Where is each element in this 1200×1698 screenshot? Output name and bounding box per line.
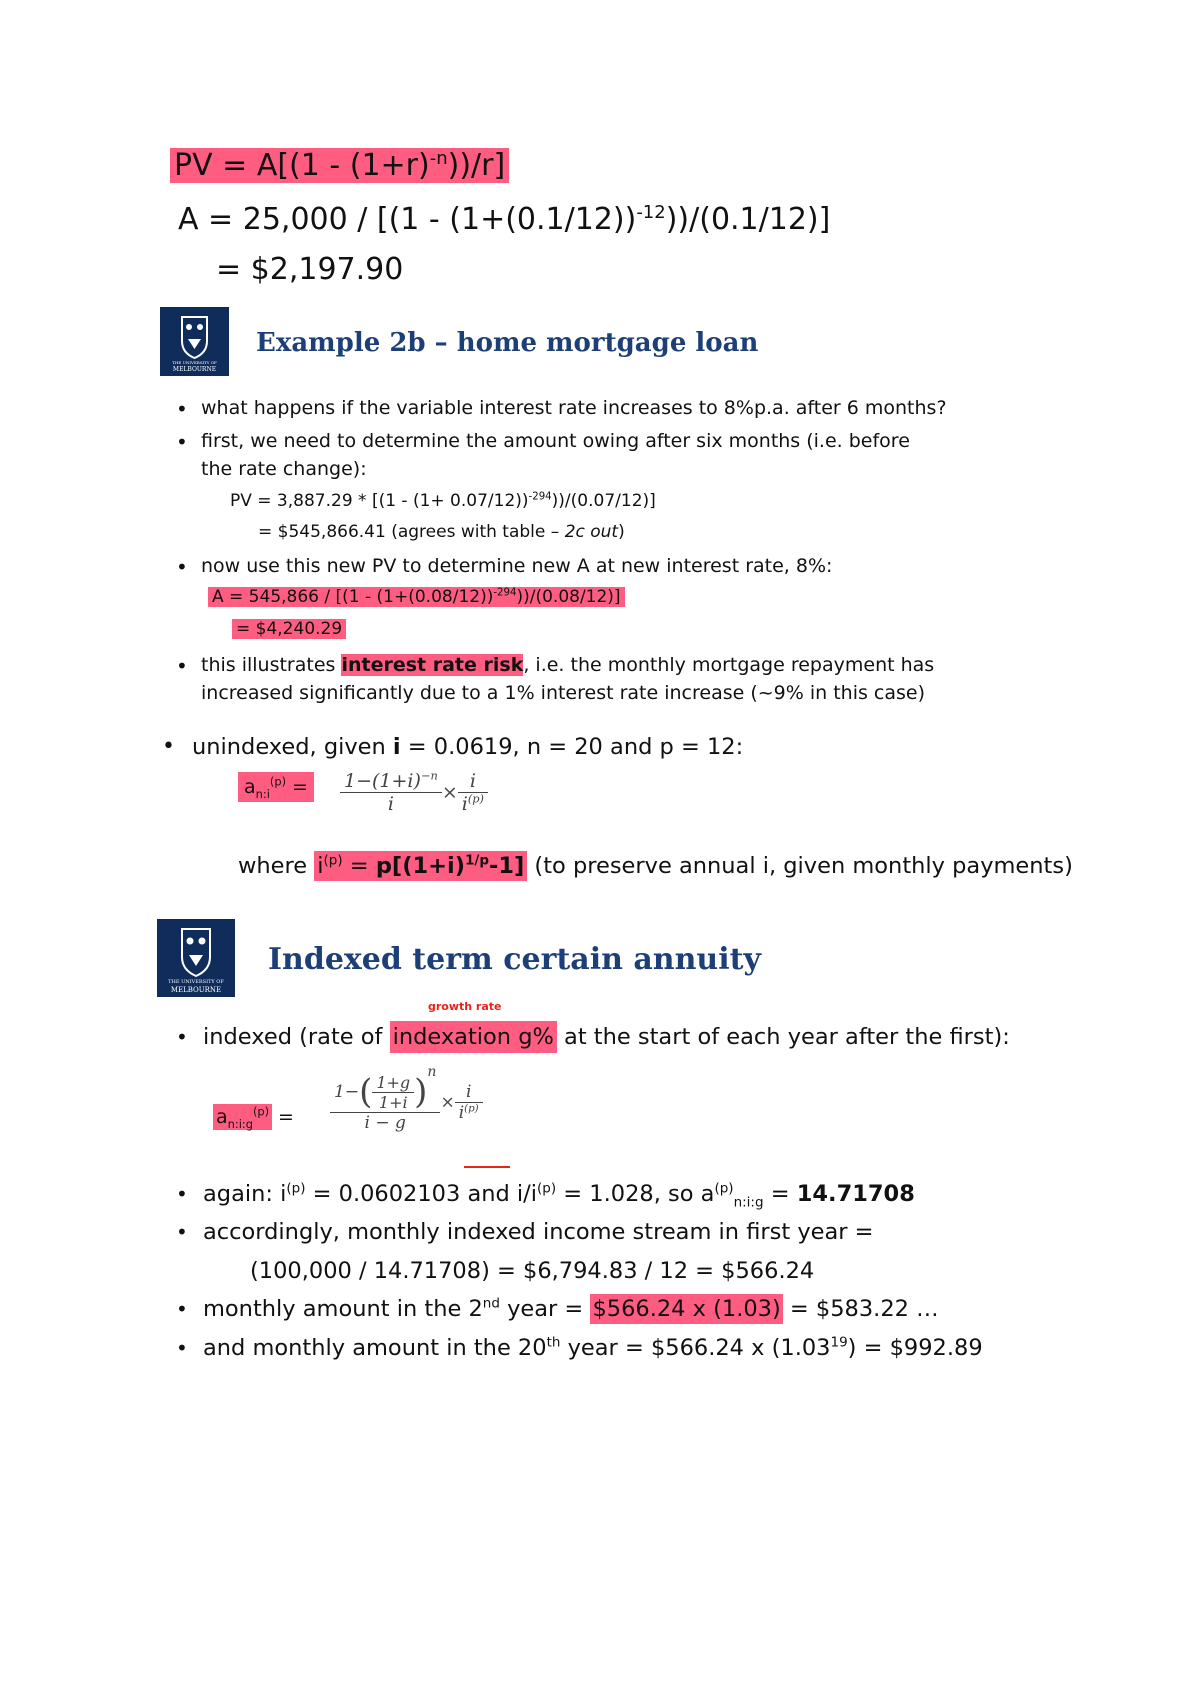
indexed-bullet1-pre: indexed (rate of: [203, 1024, 390, 1050]
example2b-bullet2-line2: the rate change):: [201, 458, 367, 480]
fraction-numerator: 1−(1+i): [344, 770, 421, 792]
example2b-bullet2-line1: first, we need to determine the amount owing after six months (i.e. before: [201, 430, 910, 452]
bullet5-pre: and monthly amount in the 20: [203, 1335, 547, 1361]
bullet4-post: = $583.22 …: [782, 1296, 939, 1322]
fraction-numerator: [330, 1064, 440, 1112]
bullet2-sup2: (p): [537, 1180, 557, 1197]
bullet4-post: , i.e. the monthly mortgage repayment has: [523, 654, 935, 676]
bullet2-d: =: [763, 1181, 797, 1207]
where-highlight: [314, 851, 527, 881]
logo-line1: THE UNIVERSITY OF: [172, 360, 217, 365]
one-minus: 1−: [334, 1082, 360, 1102]
annuity-eq: =: [286, 776, 308, 798]
bullet4-mid: year =: [499, 1296, 591, 1322]
example-2b-heading: Example 2b – home mortgage loan: [256, 328, 759, 358]
pv-formula-text: PV = A[(1 - (1+r): [174, 148, 430, 183]
pv-result: [258, 522, 625, 542]
second-year-highlight: $566.24 x (1.03): [592, 1296, 781, 1322]
bullet4-pre: this illustrates: [201, 654, 342, 676]
pv-formula-end: ))/r]: [447, 148, 506, 183]
ratio-denominator: [458, 792, 488, 815]
fraction-main: [340, 770, 442, 815]
annuity-sup: (p): [252, 1104, 270, 1119]
bullet2-c: = 1.028, so a: [556, 1181, 715, 1207]
where-post: (to preserve annual i, given monthly payments): [527, 853, 1073, 879]
bullet2-result: 14.71708: [796, 1181, 915, 1207]
annuity-sub: n:i:g: [227, 1116, 253, 1131]
annuity-a: a: [244, 776, 256, 798]
example2b-bullet4-line2: increased significantly due to a 1% interest rate increase (~9% in this case): [201, 682, 926, 704]
a-formula-end: ))/(0.1/12)]: [665, 202, 831, 237]
fraction-ratio: [455, 1082, 483, 1123]
pv-calc-text: PV = 3,887.29 * [(1 - (1+ 0.07/12)): [230, 491, 529, 511]
indexed-bullet3: accordingly, monthly indexed income stream in first year =: [203, 1219, 874, 1245]
indexed-bullet2: [203, 1180, 915, 1211]
new-a-end: ))/(0.08/12)]: [516, 587, 621, 607]
indexed-fraction: [330, 1064, 483, 1133]
indexed-bullet4: [203, 1296, 939, 1322]
example2b-bullet1: what happens if the variable interest rate increases to 8%p.a. after 6 months?: [201, 397, 947, 419]
multiply-sign: ×: [441, 781, 458, 804]
where-pre: where: [238, 853, 315, 879]
underline-mark: [464, 1166, 510, 1168]
bullet-dot: •: [176, 1182, 188, 1206]
annuity-symbol-unindexed: [238, 772, 314, 802]
ratio-numerator: i: [469, 770, 476, 792]
indexed-bullet1-post: at the start of each year after the first):: [556, 1024, 1010, 1050]
where-formula-text: p[(1+i): [375, 853, 465, 879]
bullet-dot: •: [176, 430, 188, 454]
annuity-sup: (p): [269, 774, 287, 789]
bullet-dot: •: [176, 654, 188, 678]
where-formula: [376, 853, 524, 879]
a-formula-text: A = 25,000 / [(1 - (1+(0.1/12)): [178, 202, 637, 237]
logo-line1: THE UNIVERSITY OF: [168, 979, 224, 985]
bullet5-sup2: 19: [830, 1334, 848, 1351]
bullet2-sup3: (p): [714, 1180, 734, 1197]
ratio-den-i: i: [461, 793, 468, 815]
logo-line2: MELBOURNE: [172, 366, 217, 373]
inner-numerator: 1+g: [376, 1072, 411, 1092]
a-formula-exponent: -12: [636, 202, 666, 223]
bullet-dot: •: [176, 397, 188, 421]
bullet-dot: •: [176, 1297, 188, 1321]
a-result: = $2,197.90: [216, 252, 404, 287]
new-a-text: A = 545,866 / [(1 - (1+(0.08/12)): [212, 587, 494, 607]
ratio-denominator: [455, 1102, 483, 1123]
pv-result-end: ): [618, 522, 625, 542]
fraction-denominator: i − g: [330, 1112, 440, 1133]
example2b-bullet4: [201, 654, 934, 676]
bullet4-pre: monthly amount in the 2: [203, 1296, 483, 1322]
bullet-dot: •: [176, 1220, 188, 1244]
annuity-sub: n:i: [255, 786, 270, 801]
where-formula-end: -1]: [489, 853, 525, 879]
new-a-result: = $4,240.29: [232, 619, 346, 639]
pv-result-text: = $545,866.41 (agrees with table –: [258, 522, 565, 542]
unindexed-post: = 0.0619, n = 20 and p = 12:: [400, 734, 744, 760]
bullet4-sup: nd: [482, 1295, 500, 1312]
multiply-sign: ×: [440, 1092, 455, 1113]
fraction-main: [330, 1064, 440, 1133]
ratio-den-sup: (p): [464, 1103, 479, 1115]
indexation-highlight: indexation g%: [390, 1021, 557, 1053]
pv-formula: [170, 148, 509, 183]
inner-fraction: [372, 1073, 414, 1112]
bullet2-sup1: (p): [286, 1180, 306, 1197]
fraction-ratio: [458, 770, 488, 815]
new-a-exponent: -294: [493, 587, 517, 599]
ratio-den-sup: (p): [467, 791, 484, 806]
unindexed-i: i: [392, 734, 401, 760]
fraction-exponent: n: [427, 1064, 437, 1080]
example2b-bullet3: now use this new PV to determine new A at new interest rate, 8%:: [201, 555, 833, 577]
pv-calc-exponent: -294: [528, 491, 552, 503]
inner-denominator: 1+i: [372, 1092, 414, 1112]
annuity-eq: =: [278, 1106, 294, 1128]
bullet5-mid: year = $566.24 x (1.03: [560, 1335, 831, 1361]
annuity-symbol-indexed: [213, 1104, 272, 1130]
growth-rate-annotation: growth rate: [428, 1000, 502, 1013]
a-formula: [178, 202, 830, 237]
indexed-bullet3-line2: (100,000 / 14.71708) = $6,794.83 / 12 = $566.24: [250, 1258, 815, 1284]
bullet-dot: •: [176, 1336, 188, 1360]
pv-result-italic: 2c out: [564, 522, 619, 542]
paren-open: (: [359, 1072, 373, 1112]
unindexed-line: [192, 734, 743, 760]
new-a-calculation: [208, 587, 625, 607]
fraction-exponent: −n: [420, 768, 438, 783]
where-sup: (p): [323, 852, 343, 869]
bullet-dot: •: [176, 555, 188, 579]
where-eq: =: [342, 853, 376, 879]
indexed-bullet1: [203, 1024, 1010, 1050]
bullet-dot: •: [162, 734, 175, 759]
annuity-a: a: [216, 1106, 228, 1128]
where-i: i: [317, 853, 324, 879]
paren-close: ): [414, 1072, 428, 1112]
ratio-den-i: i: [458, 1103, 465, 1123]
bullet2-a: again: i: [203, 1181, 287, 1207]
indexed-bullet5: [203, 1335, 983, 1361]
pv-formula-exponent: -n: [429, 148, 448, 169]
interest-rate-risk-highlight: interest rate risk: [341, 654, 524, 676]
bullet5-sup: th: [546, 1334, 561, 1351]
fraction-denominator: i: [340, 792, 442, 815]
ratio-numerator: i: [465, 1082, 472, 1102]
unindexed-fraction: [340, 770, 488, 815]
university-logo: [157, 919, 235, 997]
logo-line2: MELBOURNE: [170, 986, 222, 994]
bullet-dot: •: [176, 1025, 188, 1049]
bullet5-post: ) = $992.89: [847, 1335, 983, 1361]
bullet2-b: = 0.0602103 and i/i: [305, 1181, 538, 1207]
pv-calc-end: ))/(0.07/12)]: [551, 491, 656, 511]
where-formula-sup: 1/p: [465, 852, 489, 869]
indexed-heading: Indexed term certain annuity: [268, 942, 761, 977]
unindexed-pre: unindexed, given: [192, 734, 393, 760]
pv-calculation: [230, 491, 656, 511]
university-logo: [160, 307, 229, 376]
where-line: [238, 853, 1073, 879]
bullet2-sub3: n:i:g: [733, 1194, 764, 1211]
